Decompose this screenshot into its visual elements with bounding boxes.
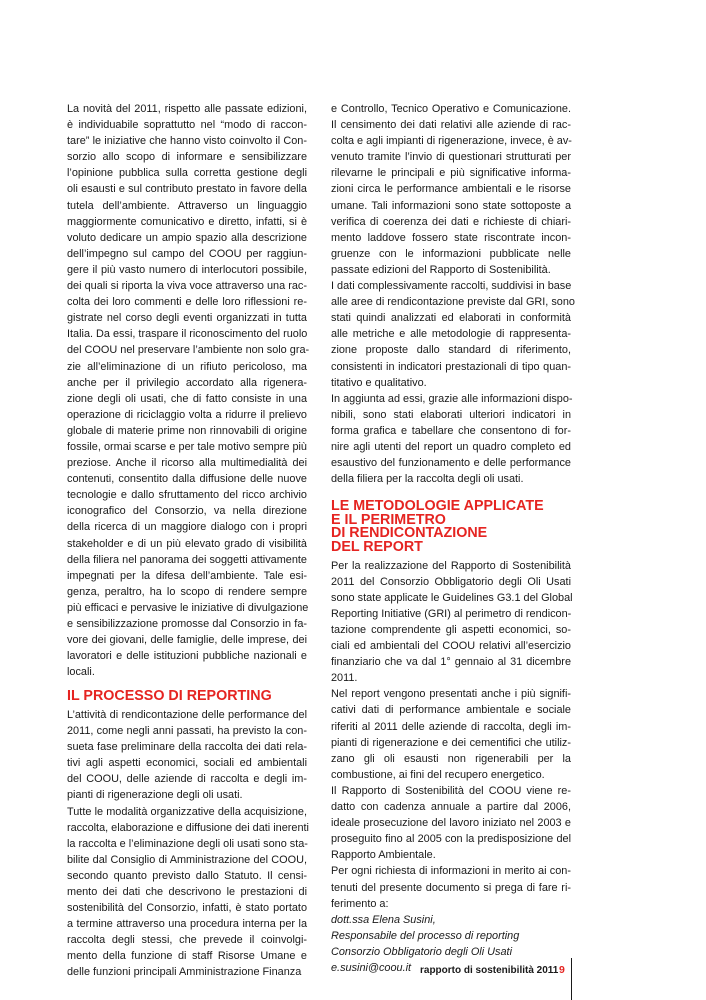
text-line: riferiti al 2011 delle aziende di raccolta, degli im- <box>331 720 571 733</box>
text-line: mento dei dati che descrivono le prestazioni di <box>67 886 307 898</box>
left-paragraph-3 <box>67 804 307 981</box>
section-heading-methodologies <box>331 500 571 554</box>
text-line: nibili, sono stati elaborati ulteriori indicatori in <box>331 408 571 421</box>
text-line: a termine attraverso una procedura interna per la <box>67 918 307 931</box>
heading-line: DEL REPORT <box>331 539 423 556</box>
right-column <box>331 101 575 976</box>
left-column <box>67 101 310 981</box>
text-line: Per ogni richiesta di informazioni in merito ai con- <box>331 865 571 878</box>
text-line: pianti di rigenerazione e dei cementifici che utiliz- <box>331 736 571 749</box>
text-line: è individuabile soprattutto nel “modo di raccon- <box>67 119 307 132</box>
text-line: bilite dal Consiglio di Amministrazione del COOU, <box>67 853 307 866</box>
heading-line: LE METODOLOGIE APPLICATE <box>331 498 544 515</box>
text-line: Rapporto Ambientale. <box>331 849 436 862</box>
text-line: sorzio allo scopo di informare e sensibilizzare <box>67 151 307 164</box>
text-line: secondo quanto previsto dallo Statuto. Il censi- <box>67 869 307 882</box>
right-paragraph-4 <box>331 558 571 687</box>
text-line: gere il più vasto numero di interlocutori possibile, <box>67 263 307 276</box>
text-line: 2011, come negli anni passati, ha previsto la con- <box>67 725 307 738</box>
text-line: zione degli oli usati, che di fatto consiste in una <box>67 392 307 405</box>
text-line: l’opinione pubblica sulla corretta gestione degli <box>67 167 307 180</box>
text-line: gruenze con le informazioni pubblicate nelle <box>331 247 571 260</box>
text-line: genza, peraltro, ha lo scopo di rendere sempre <box>67 585 307 598</box>
text-line: proseguito fino al 2005 con la predisposizione del <box>331 833 571 846</box>
text-line: ideale prosecuzione del lavoro iniziato nel 2003 e <box>331 817 571 830</box>
text-line: I dati complessivamente raccolti, suddivisi in base <box>331 280 572 293</box>
text-line: umane. Tali informazioni sono state sottoposte a <box>331 199 571 212</box>
text-line: consistenti in indicatori prestazionali di tipo quan- <box>331 360 571 373</box>
text-line: e sensibilizzazione promosse dal Consorzio in fa- <box>67 618 307 630</box>
text-line: Reporting Initiative (GRI) al perimetro di rendicon- <box>331 607 572 620</box>
contact-line: Consorzio Obbligatorio degli Oli Usati <box>331 945 512 958</box>
text-line: operazione di riciclaggio volta a ridurre il prelievo <box>67 408 307 421</box>
text-line: Il censimento dei dati relativi alle aziende di rac- <box>331 119 571 132</box>
text-line: alle metriche e alle metodologie di rappresenta- <box>331 328 571 341</box>
text-line: raccolta, elaborazione e diffusione dei dati inerenti <box>67 821 309 834</box>
text-line: maggiormente comunicativo e diretto, infatti, si è <box>67 215 307 228</box>
text-line: zie all’eliminazione di un rifiuto pericoloso, ma <box>67 360 307 373</box>
section-heading-reporting: IL PROCESSO DI REPORTING <box>67 688 272 705</box>
right-paragraph-5 <box>331 686 571 783</box>
text-line: dell’impegno sul campo del COOU per raggiun- <box>67 247 307 260</box>
text-line: tutela dell’ambiente. Attraverso un linguaggio <box>67 199 307 212</box>
text-line: del COOU nel preservare l’ambiente non solo gra- <box>67 344 310 357</box>
text-line: tecnologie e dallo sfruttamento del ricco archivio <box>67 489 307 502</box>
text-line: Per la realizzazione del Rapporto di Sostenibilità <box>331 559 571 572</box>
text-line: dei quali si riporta la viva voce attraverso una rac- <box>67 280 307 293</box>
text-line: datto con cadenza annuale a partire dal 2006, <box>331 801 571 814</box>
text-line: passate edizioni del Rapporto di Sostenibilità. <box>331 263 551 276</box>
page-number: 9 <box>559 964 565 976</box>
text-line: combustione, ai fini del recupero energetico. <box>331 768 545 781</box>
right-paragraph-2 <box>331 278 575 391</box>
text-line: globale di materie prime non rinnovabili di origine <box>67 424 307 437</box>
text-line: della filiera per la raccolta degli oli usati. <box>331 473 524 486</box>
text-line: Nel report vengono presentati anche i più signifi- <box>331 688 571 701</box>
text-line: lavoratori e delle istituzioni pubbliche nazionali e <box>67 650 307 663</box>
text-line: nire agli utenti del report un quadro completo ed <box>331 440 571 453</box>
text-line: colta e agli impianti di rigenerazione, invece, è av- <box>331 135 572 148</box>
text-line: contenuti, consentito dalla diffusione delle nuove <box>67 473 307 486</box>
left-paragraph-1 <box>67 101 310 680</box>
text-line: e Controllo, Tecnico Operativo e Comunicazione. <box>331 103 571 115</box>
footer-title: rapporto di sostenibilità 2011 <box>420 965 559 976</box>
text-line: Italia. Da essi, traspare il riconoscimento del ruolo <box>67 328 308 341</box>
text-line: mento laddove fossero state riscontrate incon- <box>331 231 571 244</box>
text-line: delle funzioni principali Amministrazione Finanza <box>67 966 302 979</box>
text-line: cativi dati di performance ambientale e sociale <box>331 704 571 717</box>
text-line: vore dei giovani, delle famiglie, delle imprese, dei <box>67 634 307 647</box>
text-line: della ricerca di un maggiore dialogo con i propri <box>67 521 307 534</box>
text-line: anche per il privilegio accordato alla rigenera- <box>67 376 307 389</box>
text-line: sono state applicate le Guidelines G3.1 del Global <box>331 591 573 604</box>
text-line: fossile, ormai scarse e per tale motivo sempre più <box>67 440 307 453</box>
text-line: preziose. Anche il ricorso alla multimedialità dei <box>67 457 307 470</box>
text-line: ferimento a: <box>331 897 389 910</box>
text-line: forma grafica e tabellare che consentono di for- <box>331 424 571 437</box>
text-line: Il Rapporto di Sostenibilità del COOU viene re- <box>331 784 571 797</box>
text-line: 2011 del Consorzio Obbligatorio degli Oli Usati <box>331 575 571 588</box>
text-line: alle aree di rendicontazione previste dal GRI, sono <box>331 296 575 309</box>
text-line: locali. <box>67 666 95 679</box>
text-line: zioni circa le performance ambientali e le risorse <box>331 183 571 196</box>
text-line: zione proposte dallo standard di riferimento, <box>331 344 571 357</box>
text-line: tivi agli aspetti economici, sociali ed ambientali <box>67 757 307 770</box>
text-line: verifica di coerenza dei dati e richieste di chiari- <box>331 215 571 228</box>
right-paragraph-3 <box>331 391 571 488</box>
text-line: tare” le iniziative che hanno visto coinvolto il Con- <box>67 135 307 148</box>
heading-line: E IL PERIMETRO <box>331 511 446 528</box>
text-line: finanziario che va dal 1° gennaio al 31 dicembre <box>331 656 571 669</box>
footer-rule <box>571 958 572 1000</box>
text-line: oli esausti e sul contributo prestato in favore della <box>67 183 307 196</box>
text-line: impegnati per la difesa dell’ambiente. Tale esi- <box>67 569 307 582</box>
text-line: 2011. <box>331 672 358 685</box>
text-line: stati quindi analizzati ed elaborati in conformità <box>331 312 571 325</box>
text-line: del COOU, delle aziende di raccolta e degli im- <box>67 773 307 786</box>
contact-line: dott.ssa Elena Susini, <box>331 913 436 926</box>
left-paragraph-2 <box>67 707 307 804</box>
text-line: raccolta degli stessi, che prevede il coinvolgi- <box>67 934 307 947</box>
text-line: tenuti del presente documento si prega di fare ri- <box>331 881 571 894</box>
text-line: In aggiunta ad essi, grazie alle informazioni dispo- <box>331 392 573 405</box>
text-line: La novità del 2011, rispetto alle passate edizioni, <box>67 103 307 115</box>
text-line: pianti di rigenerazione degli oli usati. <box>67 789 243 802</box>
text-line: sostenibilità del Consorzio, infatti, è stato portato <box>67 902 307 915</box>
text-line: ciali ed ambientali del COOU relativi all’esercizio <box>331 640 571 653</box>
text-line: esaustivo del funzionamento e delle performance <box>331 457 571 470</box>
right-paragraph-7 <box>331 863 571 911</box>
text-line: voluto dedicare un ampio spazio alla descrizione <box>67 231 307 244</box>
text-line: sueta fase preliminare della raccolta dei dati rela- <box>67 741 307 754</box>
right-paragraph-1 <box>331 101 571 278</box>
contact-line: e.susini@coou.it <box>331 961 412 974</box>
text-line: rilevarne le principali e più significative informa- <box>331 167 571 180</box>
text-line: titativo e qualitativo. <box>331 376 427 389</box>
heading-line: DI RENDICONTAZIONE <box>331 525 488 542</box>
text-line: la raccolta e l’eliminazione degli oli usati sono sta- <box>67 837 308 850</box>
text-line: colta dei loro commenti e delle loro riflessioni re- <box>67 296 307 309</box>
text-line: iconografico del Consorzio, va nella direzione <box>67 505 307 518</box>
text-line: stakeholder e di un più elevato grado di visibilità <box>67 537 307 550</box>
text-line: Tutte le modalità organizzative della acquisizione, <box>67 805 307 818</box>
text-line: mento della funzione di staff Risorse Umane e <box>67 950 307 963</box>
text-line: della filiera nel panorama dei soggetti attivamente <box>67 553 307 566</box>
text-line: L’attività di rendicontazione delle performance del <box>67 708 307 721</box>
contact-line: Responsabile del processo di reporting <box>331 929 520 942</box>
text-line: zano gli oli esausti non rigenerabili per la <box>331 752 571 765</box>
right-paragraph-6 <box>331 783 571 863</box>
text-line: venuto tramite l’invio di questionari strutturati per <box>331 151 571 164</box>
text-line: tazione comprendente gli aspetti economici, so- <box>331 624 571 636</box>
text-line: gistrate nel corso degli eventi organizzati in tutta <box>67 312 307 325</box>
text-line: più efficaci e pervasive le iniziative di divulgazione <box>67 601 309 614</box>
